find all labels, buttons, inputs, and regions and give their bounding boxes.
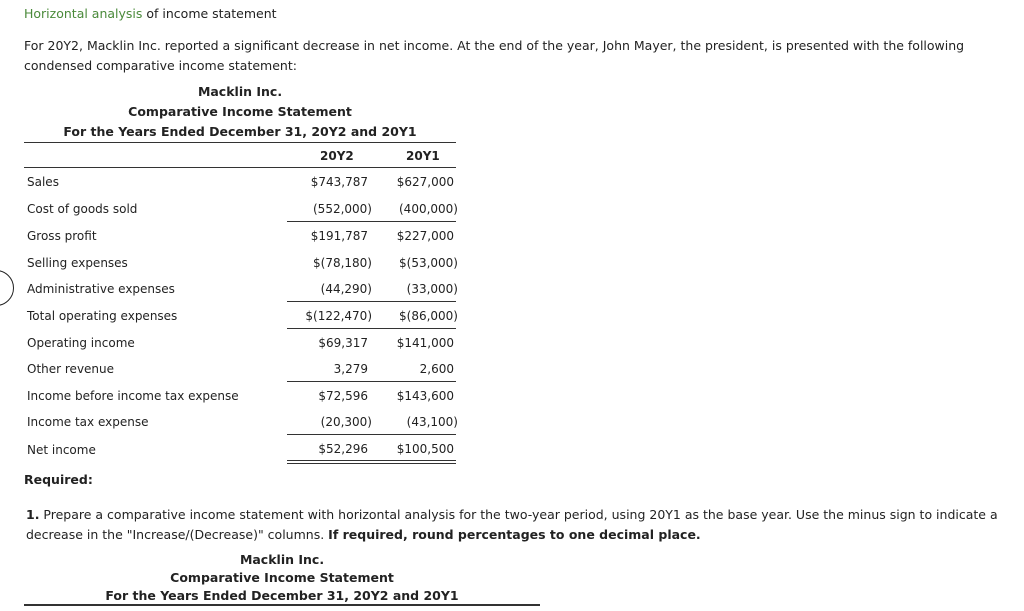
net-income-double-rule-top xyxy=(287,460,456,461)
row-value-20y2: $72,596 xyxy=(318,389,368,403)
row-label-income-before-tax: Income before income tax expense xyxy=(27,389,239,403)
statement2-period: For the Years Ended December 31, 20Y2 and 20Y1 xyxy=(105,588,459,603)
row-value-20y2: (552,000) xyxy=(313,202,372,216)
row-label-other-revenue: Other revenue xyxy=(27,362,115,376)
row-label-gross-profit: Gross profit xyxy=(27,229,97,243)
subtotal-rule xyxy=(287,381,456,382)
row-label-admin-expenses: Administrative expenses xyxy=(27,282,175,296)
row-label-net-income: Net income xyxy=(27,443,96,457)
row-value-20y2: $(78,180) xyxy=(313,256,372,270)
row-value-20y1: $(53,000) xyxy=(399,256,458,270)
row-label-selling-expenses: Selling expenses xyxy=(27,256,128,270)
subtotal-rule xyxy=(287,434,456,435)
subtotal-rule xyxy=(287,221,456,222)
row-value-20y2: 3,279 xyxy=(333,362,368,376)
statement-title: Comparative Income Statement xyxy=(128,104,352,119)
subtotal-rule xyxy=(287,301,456,302)
statement2-top-rule xyxy=(24,604,540,606)
row-value-20y1: $627,000 xyxy=(396,175,454,189)
row-label-total-operating-expenses: Total operating expenses xyxy=(27,309,178,323)
statement2-company: Macklin Inc. xyxy=(239,552,325,567)
side-radio-circle[interactable] xyxy=(0,270,14,306)
row-value-20y1: (400,000) xyxy=(399,202,458,216)
row-value-20y2: $191,787 xyxy=(310,229,368,243)
row-value-20y1: 2,600 xyxy=(419,362,454,376)
row-value-20y1: $(86,000) xyxy=(399,309,458,323)
instruction-number: 1. xyxy=(26,507,40,522)
page-title xyxy=(24,6,277,21)
row-label-sales: Sales xyxy=(27,175,59,189)
row-label-income-tax-expense: Income tax expense xyxy=(27,415,149,429)
row-value-20y1: (33,000) xyxy=(406,282,458,296)
row-value-20y2: $52,296 xyxy=(318,442,368,456)
row-value-20y2: $69,317 xyxy=(318,336,368,350)
row-label-operating-income: Operating income xyxy=(27,336,135,350)
row-value-20y1: $100,500 xyxy=(396,442,454,456)
statement-period: For the Years Ended December 31, 20Y2 and 20Y1 xyxy=(63,124,417,139)
instruction-bold-text: If required, round percentages to one decimal place. xyxy=(328,527,701,542)
row-value-20y1: $143,600 xyxy=(396,389,454,403)
column-header-20y1: 20Y1 xyxy=(406,149,440,163)
intro-paragraph: For 20Y2, Macklin Inc. reported a significant decrease in net income. At the end of the year, John Mayer, the president, is presented with the following condensed comparative income statement: xyxy=(24,38,965,73)
row-value-20y2: $743,787 xyxy=(310,175,368,189)
subtotal-rule xyxy=(287,328,456,329)
horizontal-analysis-link[interactable]: Horizontal analysis xyxy=(24,6,143,21)
instruction-text: Prepare a comparative income statement with horizontal analysis for the two-year period, using 20Y1 as the base year. Use the minus sign to indicate a decrease in the "Increase/(Decrease)" columns. xyxy=(26,507,998,542)
row-value-20y2: (20,300) xyxy=(320,415,372,429)
statement-top-rule xyxy=(24,142,456,143)
statement2-title: Comparative Income Statement xyxy=(170,570,394,585)
row-value-20y2: (44,290) xyxy=(320,282,372,296)
row-value-20y1: (43,100) xyxy=(406,415,458,429)
row-value-20y1: $141,000 xyxy=(396,336,454,350)
column-header-20y2: 20Y2 xyxy=(320,149,354,163)
instruction-paragraph xyxy=(26,505,1011,545)
row-value-20y1: $227,000 xyxy=(396,229,454,243)
row-label-cogs: Cost of goods sold xyxy=(27,202,138,216)
header-rule xyxy=(24,167,456,168)
statement-company: Macklin Inc. xyxy=(197,84,283,99)
required-label: Required: xyxy=(24,472,93,487)
net-income-double-rule-bottom xyxy=(287,463,456,464)
row-value-20y2: $(122,470) xyxy=(305,309,372,323)
page-title-rest: of income statement xyxy=(142,6,277,21)
